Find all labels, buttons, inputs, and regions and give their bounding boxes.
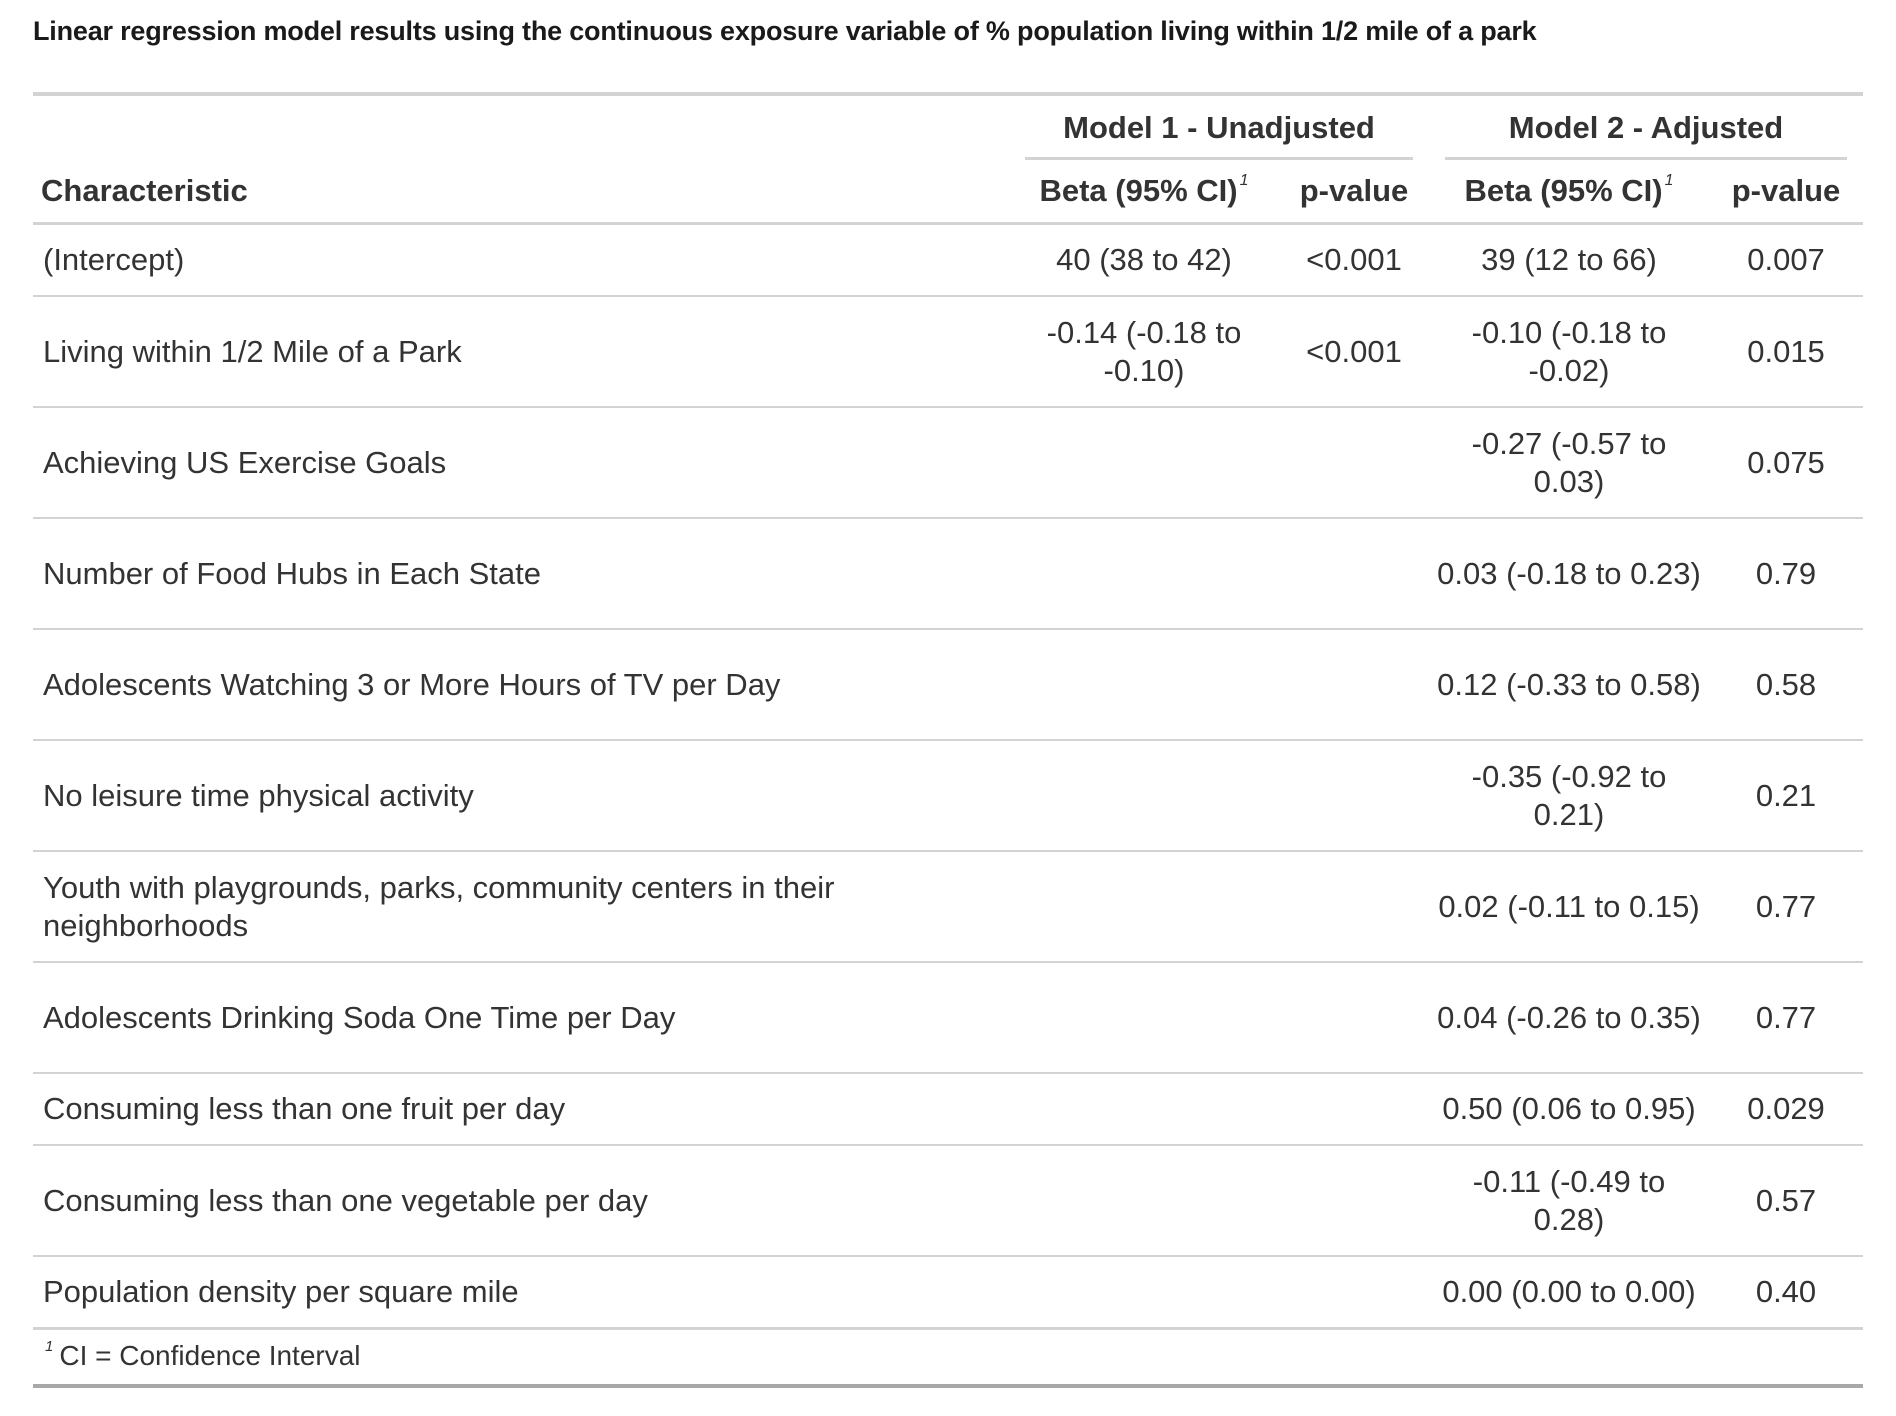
cell-pvalue-model2: 0.79 <box>1709 518 1863 629</box>
cell-pvalue-model1 <box>1279 1256 1429 1329</box>
cell-pvalue-model2: 0.075 <box>1709 407 1863 518</box>
cell-characteristic: Adolescents Watching 3 or More Hours of TV per Day <box>33 629 1009 740</box>
cell-beta-model2: -0.27 (-0.57 to 0.03) <box>1429 407 1709 518</box>
cell-beta-model2: -0.10 (-0.18 to -0.02) <box>1429 296 1709 407</box>
col-header-beta-model1 <box>1009 160 1279 224</box>
cell-beta-model1 <box>1009 962 1279 1073</box>
footnote <box>33 1329 1863 1387</box>
cell-beta-model1 <box>1009 851 1279 962</box>
cell-pvalue-model1 <box>1279 962 1429 1073</box>
cell-beta-model2: -0.11 (-0.49 to 0.28) <box>1429 1145 1709 1256</box>
cell-pvalue-model2: 0.57 <box>1709 1145 1863 1256</box>
cell-characteristic: Achieving US Exercise Goals <box>33 407 1009 518</box>
cell-characteristic: (Intercept) <box>33 224 1009 297</box>
cell-pvalue-model1: <0.001 <box>1279 296 1429 407</box>
cell-pvalue-model1 <box>1279 1145 1429 1256</box>
cell-characteristic: Consuming less than one vegetable per day <box>33 1145 1009 1256</box>
table-row <box>33 740 1863 851</box>
cell-pvalue-model2: 0.007 <box>1709 224 1863 297</box>
cell-characteristic: No leisure time physical activity <box>33 740 1009 851</box>
col-header-beta-model1-label: Beta (95% CI) <box>1039 173 1238 208</box>
cell-beta-model1 <box>1009 407 1279 518</box>
footnote-marker: 1 <box>1239 172 1249 189</box>
cell-pvalue-model1 <box>1279 1073 1429 1145</box>
cell-beta-model1 <box>1009 1073 1279 1145</box>
table-row <box>33 1073 1863 1145</box>
spanner-empty <box>33 94 1009 160</box>
col-header-beta-model2-label: Beta (95% CI) <box>1464 173 1663 208</box>
spanner-model2 <box>1429 94 1863 160</box>
regression-table <box>33 92 1863 1388</box>
cell-pvalue-model1 <box>1279 407 1429 518</box>
col-header-pvalue-model2: p-value <box>1709 160 1863 224</box>
cell-pvalue-model2: 0.21 <box>1709 740 1863 851</box>
col-header-beta-model2 <box>1429 160 1709 224</box>
table-row <box>33 1256 1863 1329</box>
table-row <box>33 851 1863 962</box>
cell-beta-model1 <box>1009 1145 1279 1256</box>
cell-beta-model2: -0.35 (-0.92 to 0.21) <box>1429 740 1709 851</box>
cell-beta-model1: -0.14 (-0.18 to -0.10) <box>1009 296 1279 407</box>
table-body <box>33 224 1863 1329</box>
cell-pvalue-model2: 0.58 <box>1709 629 1863 740</box>
footnote-marker: 1 <box>1664 172 1674 189</box>
cell-beta-model2: 0.50 (0.06 to 0.95) <box>1429 1073 1709 1145</box>
cell-characteristic: Living within 1/2 Mile of a Park <box>33 296 1009 407</box>
footnote-marker: 1 <box>45 1338 54 1355</box>
col-header-characteristic: Characteristic <box>33 160 1009 224</box>
table-row <box>33 962 1863 1073</box>
table-row <box>33 518 1863 629</box>
spanner-model1 <box>1009 94 1429 160</box>
table-row <box>33 407 1863 518</box>
col-header-pvalue-model1: p-value <box>1279 160 1429 224</box>
cell-pvalue-model2: 0.029 <box>1709 1073 1863 1145</box>
cell-beta-model2: 0.00 (0.00 to 0.00) <box>1429 1256 1709 1329</box>
table-footer <box>33 1329 1863 1387</box>
table-title: Linear regression model results using the continuous exposure variable of % population living within 1/2 mile of a park <box>33 16 1537 46</box>
spanner-model2-label: Model 2 - Adjusted <box>1445 109 1847 160</box>
cell-beta-model2: 0.12 (-0.33 to 0.58) <box>1429 629 1709 740</box>
cell-pvalue-model1: <0.001 <box>1279 224 1429 297</box>
table-row <box>33 1145 1863 1256</box>
table-row <box>33 296 1863 407</box>
spanner-model1-label: Model 1 - Unadjusted <box>1025 109 1413 160</box>
cell-pvalue-model2: 0.77 <box>1709 851 1863 962</box>
cell-characteristic: Number of Food Hubs in Each State <box>33 518 1009 629</box>
cell-characteristic: Population density per square mile <box>33 1256 1009 1329</box>
cell-characteristic: Consuming less than one fruit per day <box>33 1073 1009 1145</box>
cell-pvalue-model2: 0.015 <box>1709 296 1863 407</box>
cell-pvalue-model1 <box>1279 629 1429 740</box>
cell-beta-model2: 0.04 (-0.26 to 0.35) <box>1429 962 1709 1073</box>
cell-pvalue-model1 <box>1279 740 1429 851</box>
footnote-row <box>33 1329 1863 1387</box>
cell-beta-model1 <box>1009 518 1279 629</box>
cell-beta-model2: 0.02 (-0.11 to 0.15) <box>1429 851 1709 962</box>
cell-pvalue-model2: 0.77 <box>1709 962 1863 1073</box>
cell-characteristic: Youth with playgrounds, parks, community centers in their neighborhoods <box>33 851 1009 962</box>
table-row <box>33 224 1863 297</box>
cell-beta-model1: 40 (38 to 42) <box>1009 224 1279 297</box>
spanner-row <box>33 94 1863 160</box>
cell-characteristic: Adolescents Drinking Soda One Time per Day <box>33 962 1009 1073</box>
cell-beta-model1 <box>1009 1256 1279 1329</box>
cell-pvalue-model2: 0.40 <box>1709 1256 1863 1329</box>
table-row <box>33 629 1863 740</box>
footnote-text: CI = Confidence Interval <box>59 1340 361 1371</box>
table-header <box>33 94 1863 224</box>
cell-beta-model1 <box>1009 740 1279 851</box>
column-header-row <box>33 160 1863 224</box>
cell-beta-model2: 39 (12 to 66) <box>1429 224 1709 297</box>
cell-pvalue-model1 <box>1279 518 1429 629</box>
cell-beta-model1 <box>1009 629 1279 740</box>
cell-beta-model2: 0.03 (-0.18 to 0.23) <box>1429 518 1709 629</box>
cell-pvalue-model1 <box>1279 851 1429 962</box>
